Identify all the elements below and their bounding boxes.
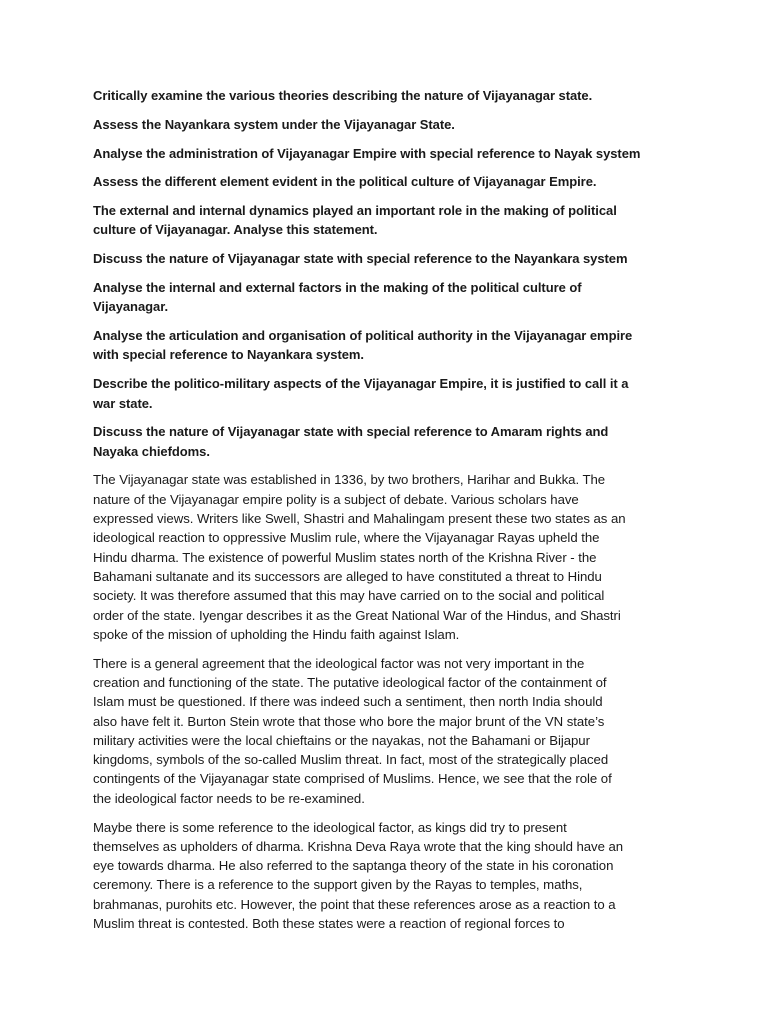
question-item <box>93 326 673 365</box>
paragraph-line: eye towards dharma. He also referred to the saptanga theory of the state in his coronation <box>93 858 614 874</box>
question-line: war state. <box>93 395 153 411</box>
question-line: The external and internal dynamics played an important role in the making of political <box>93 203 617 219</box>
body-paragraph <box>93 654 673 808</box>
paragraph-line: ceremony. There is a reference to the support given by the Rayas to temples, maths, <box>93 877 583 893</box>
question-line: with special reference to Nayankara system. <box>93 347 364 363</box>
paragraph-line: society. It was therefore assumed that this may have carried on to the social and political <box>93 588 605 604</box>
paragraph-line: expressed views. Writers like Swell, Shastri and Mahalingam present these two states as an <box>93 511 626 527</box>
paragraph-line: brahmanas, purohits etc. However, the point that these references arose as a reaction to a <box>93 896 616 912</box>
question-item <box>93 278 673 317</box>
paragraph-line: Islam must be questioned. If there was indeed such a sentiment, then north India should <box>93 694 603 710</box>
question-line: Analyse the administration of Vijayanagar Empire with special reference to Nayak system <box>93 145 641 161</box>
question-line: Discuss the nature of Vijayanagar state with special reference to Amaram rights and <box>93 424 609 440</box>
paragraph-line: Maybe there is some reference to the ideological factor, as kings did try to present <box>93 819 567 835</box>
question-line: Nayaka chiefdoms. <box>93 443 210 459</box>
document-page <box>93 86 673 943</box>
paragraph-line: order of the state. Iyengar describes it as the Great National War of the Hindus, and Shastri <box>93 607 621 623</box>
paragraph-line: There is a general agreement that the ideological factor was not very important in the <box>93 655 585 671</box>
question-line: culture of Vijayanagar. Analyse this statement. <box>93 222 378 238</box>
question-line: Critically examine the various theories describing the nature of Vijayanagar state. <box>93 88 593 103</box>
question-line: Analyse the internal and external factors in the making of the political culture of <box>93 280 582 296</box>
paragraph-line: spoke of the mission of upholding the Hindu faith against Islam. <box>93 626 460 642</box>
question-item <box>93 172 673 191</box>
essay-body <box>93 470 673 933</box>
question-item <box>93 249 673 268</box>
question-item <box>93 115 673 134</box>
paragraph-line: creation and functioning of the state. The putative ideological factor of the containment of <box>93 674 607 690</box>
question-line: Assess the Nayankara system under the Vijayanagar State. <box>93 116 455 132</box>
question-item <box>93 422 673 461</box>
paragraph-line: Bahamani sultanate and its successors are alleged to have constituted a threat to Hindu <box>93 568 602 584</box>
question-line: Discuss the nature of Vijayanagar state with special reference to the Nayankara system <box>93 251 628 267</box>
question-line: Analyse the articulation and organisation of political authority in the Vijayanagar empire <box>93 328 633 344</box>
paragraph-line: kingdoms, symbols of the so-called Muslim threat. In fact, most of the strategically placed <box>93 752 609 768</box>
paragraph-line: The Vijayanagar state was established in 1336, by two brothers, Harihar and Bukka. The <box>93 472 606 488</box>
paragraph-line: also have felt it. Burton Stein wrote that those who bore the major brunt of the VN state’s <box>93 713 605 729</box>
body-paragraph <box>93 470 673 644</box>
question-line: Assess the different element evident in the political culture of Vijayanagar Empire. <box>93 174 597 190</box>
body-paragraph <box>93 818 673 934</box>
paragraph-line: themselves as upholders of dharma. Krishna Deva Raya wrote that the king should have an <box>93 838 624 854</box>
paragraph-line: the ideological factor needs to be re-examined. <box>93 790 365 806</box>
paragraph-line: contingents of the Vijayanagar state comprised of Muslims. Hence, we see that the role of <box>93 771 612 787</box>
question-list <box>93 86 673 461</box>
question-line: Vijayanagar. <box>93 299 169 315</box>
question-line: Describe the politico-military aspects of the Vijayanagar Empire, it is justified to call it a <box>93 376 629 392</box>
question-item <box>93 374 673 413</box>
paragraph-line: ideological reaction to oppressive Muslim rule, where the Vijayanagar Rayas upheld the <box>93 530 600 546</box>
paragraph-line: Hindu dharma. The existence of powerful Muslim states north of the Krishna River - the <box>93 549 597 565</box>
paragraph-line: nature of the Vijayanagar empire polity is a subject of debate. Various scholars have <box>93 491 579 507</box>
question-item <box>93 86 673 105</box>
paragraph-line: Muslim threat is contested. Both these states were a reaction of regional forces to <box>93 915 565 931</box>
question-item <box>93 144 673 163</box>
question-item <box>93 201 673 240</box>
paragraph-line: military activities were the local chieftains or the nayakas, not the Bahamani or Bijapur <box>93 732 590 748</box>
